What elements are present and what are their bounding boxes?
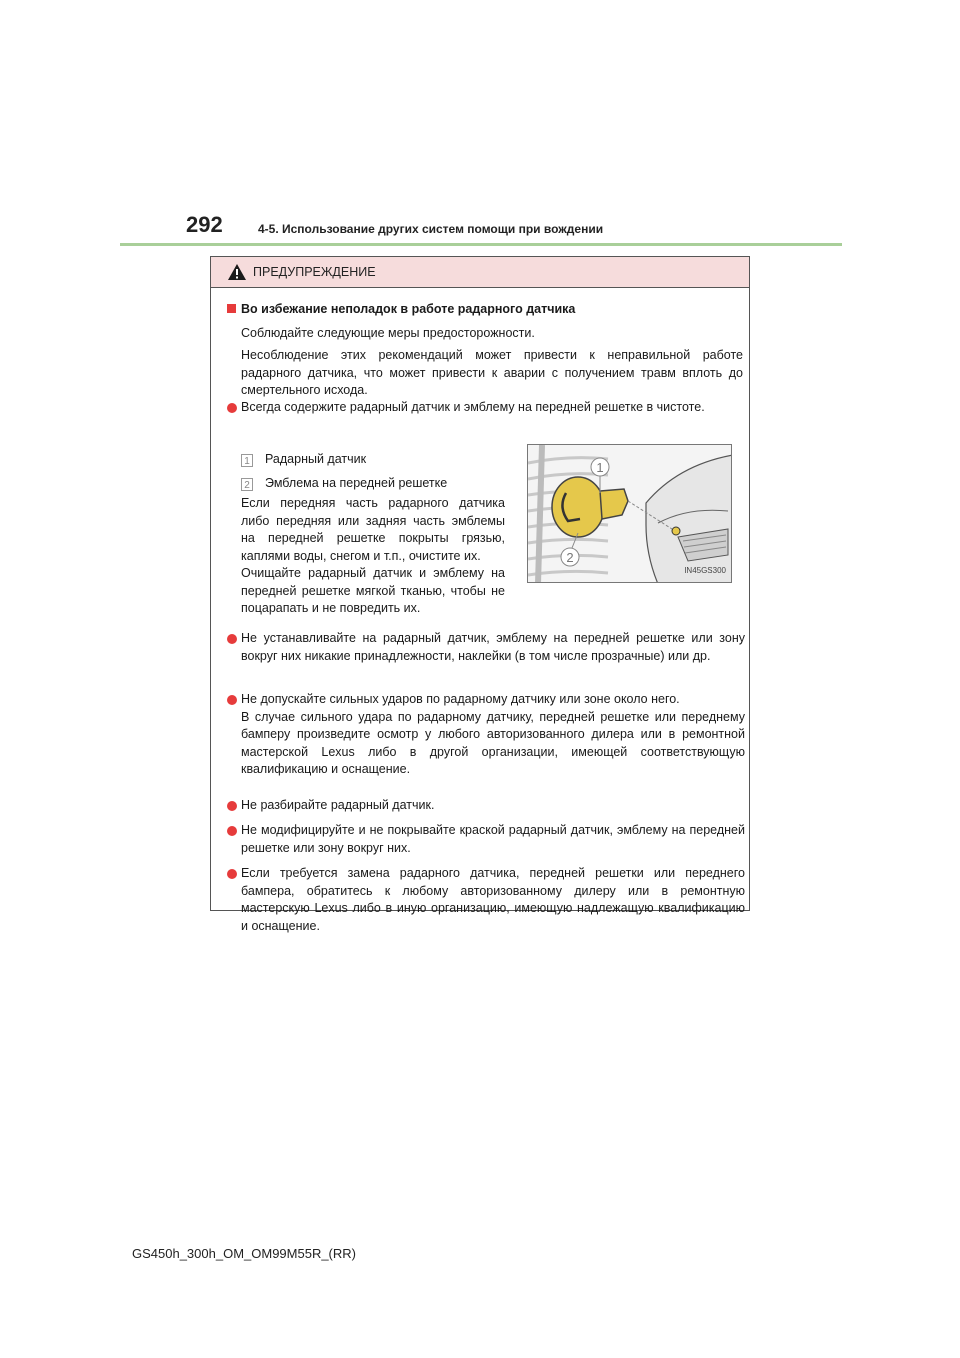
- bullet-item: Всегда содержите радарный датчик и эмблему на передней решетке в чистоте.: [227, 399, 745, 417]
- warning-header: [211, 257, 749, 288]
- red-bullet-icon: [227, 403, 237, 413]
- red-bullet-icon: [227, 634, 237, 644]
- document-code: GS450h_300h_OM_OM99M55R_(RR): [132, 1246, 356, 1261]
- warning-body: [211, 287, 749, 933]
- callout-description: [241, 495, 505, 618]
- header-divider: [120, 243, 842, 246]
- bullet-item: Не допускайте сильных ударов по радарному датчику или зоне около него. В случае сильного удара по радарному датчику, передней решетке или переднему бамперу произведите осмотр у любого авторизованного дилера или в ремонтной мастерской Lexus либо в другой организации, имеющей соответствующую квалификацию и оснащение.: [227, 691, 745, 779]
- warning-heading: Во избежание неполадок в работе радарного датчика: [227, 301, 575, 319]
- callout-description-paragraph: Если передняя часть радарного датчика либо передняя или задняя часть эмблемы на передней решетке покрыты грязью, каплями воды, снегом и т.п., очистите их.: [241, 496, 505, 563]
- red-bullet-icon: [227, 869, 237, 879]
- red-bullet-icon: [227, 801, 237, 811]
- section-title: 4-5. Использование других систем помощи при вождении: [258, 222, 604, 236]
- callout-description-paragraph: Очищайте радарный датчик и эмблему на передней решетке мягкой тканью, чтобы не поцарапать и не повредить их.: [241, 566, 505, 615]
- callout-circle-1: 1: [596, 460, 604, 475]
- red-bullet-icon: [227, 826, 237, 836]
- intro-paragraph-1: Соблюдайте следующие меры предосторожности.: [241, 326, 535, 340]
- callout-item: [241, 472, 505, 496]
- bullet-item: Не устанавливайте на радарный датчик, эмблему на передней решетке или зону вокруг них никакие принадлежности, наклейки (в том числе прозрачные) или др.: [227, 630, 745, 665]
- callout-label: Радарный датчик: [265, 452, 367, 467]
- red-bullet-icon: [227, 695, 237, 705]
- callout-circle-2: 2: [566, 550, 574, 565]
- warning-title: ПРЕДУПРЕЖДЕНИЕ: [253, 265, 376, 279]
- callout-label: Эмблема на передней решетке: [265, 476, 448, 491]
- intro-paragraph-2: Несоблюдение этих рекомендаций может привести к неправильной работе радарного датчика, что может привести к аварии с получением травм вплоть до смертельного исхода.: [241, 348, 743, 397]
- callout-list: [241, 448, 505, 496]
- warning-triangle-icon: [227, 263, 247, 281]
- callout-item: [241, 448, 505, 472]
- page-header: [120, 212, 840, 246]
- callout-number: 1: [241, 454, 253, 467]
- red-square-icon: [227, 304, 236, 313]
- bullet-item: Не модифицируйте и не покрывайте краской радарный датчик, эмблему на передней решетке или зону вокруг них.: [227, 822, 745, 857]
- bullet-item: Если требуется замена радарного датчика, передней решетки или переднего бампера, обратитесь к любому авторизованному дилеру или в ремонтную мастерскую Lexus либо в иную организацию, имеющую надлежащую квалификацию и оснащение.: [227, 865, 745, 935]
- page-number: 292: [186, 212, 223, 237]
- radar-sensor-figure: [527, 444, 732, 583]
- figure-code: IN45GS300: [684, 565, 726, 575]
- callout-number: 2: [241, 478, 253, 491]
- warning-box: [210, 256, 750, 933]
- bullet-item: Не разбирайте радарный датчик.: [227, 797, 745, 815]
